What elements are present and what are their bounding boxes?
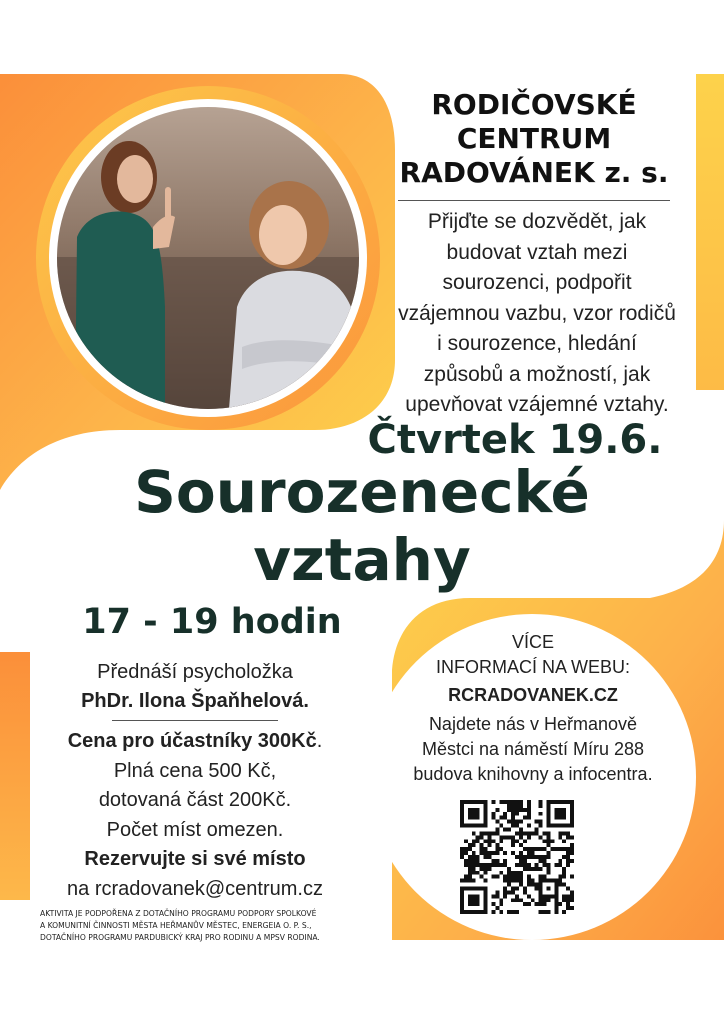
organization-title (380, 88, 688, 190)
event-date: Čtvrtek 19.6. (367, 417, 663, 463)
participant-price-line (40, 727, 350, 757)
participant-price: Cena pro účastníky 300Kč (67, 730, 317, 752)
address-line-3: budova knihovny a infocentra. (413, 764, 653, 784)
organization-title-line-3: RADOVÁNEK z. s. (399, 156, 669, 189)
footer-sponsors (40, 908, 410, 944)
subsidized-part: dotovaná část 200Kč. (98, 789, 292, 811)
intro-line-6: způsobů a možností, jak (423, 362, 651, 386)
capacity-note: Počet míst omezen. (106, 818, 284, 841)
reservation-heading: Rezervujte si své místo (84, 848, 306, 870)
lecturer-block (50, 658, 340, 716)
reservation-email[interactable]: na rcradovanek@centrum.cz (67, 877, 323, 900)
intro-line-3: sourozenci, podpořit (442, 271, 632, 294)
event-title-line-1: Sourozenecké (134, 458, 590, 526)
intro-line-1: Přijďte se dozvědět, jak (427, 210, 647, 233)
event-time: 17 - 19 hodin (82, 602, 342, 642)
qr-code-icon[interactable] (460, 800, 574, 914)
title-divider (398, 200, 670, 201)
intro-line-4: vzájemnou vazbu, vzor rodičů (398, 301, 676, 325)
info-block (378, 630, 688, 787)
full-price: Plná cena 500 Kč, (113, 759, 277, 782)
event-title-line-2: vztahy (253, 526, 471, 594)
right-bar-shape (696, 74, 724, 390)
intro-line-2: budovat vztah mezi (446, 240, 628, 264)
website-link[interactable]: RCRADOVANEK.CZ (448, 685, 618, 705)
lecturer-name: PhDr. Ilona Špaňhelová. (81, 690, 309, 712)
lecturer-role: Přednáší psycholožka (97, 661, 293, 683)
more-info-line-2: INFORMACÍ NA WEBU: (435, 657, 630, 677)
footer-line-1: AKTIVITA JE PODPOŘENA Z DOTAČNÍHO PROGRAMU PODPORY SPOLKOVÉ (40, 909, 317, 918)
footer-line-2: A KOMUNITNÍ ČINNOSTI MĚSTA HEŘMANŮV MĚSTEC, ENERGEIA O. P. S., (40, 921, 312, 930)
photo-frame (49, 99, 367, 417)
footer-line-3: DOTAČNÍHO PROGRAMU PARDUBICKÝ KRAJ PRO RODINU A MPSV RODINA. (40, 933, 320, 942)
organization-title-line-1: RODIČOVSKÉ (431, 88, 637, 121)
event-title (60, 458, 664, 594)
address-line-2: Městci na náměstí Míru 288 (421, 739, 645, 759)
lecturer-divider (112, 720, 278, 721)
pricing-block (40, 727, 350, 904)
photo-two-girls (57, 107, 359, 409)
left-bar-shape (0, 652, 30, 900)
address-line-1: Najdete nás v Heřmanově (428, 714, 638, 734)
organization-title-line-2: CENTRUM (456, 122, 612, 155)
intro-text (378, 207, 696, 421)
participant-price-dot: . (316, 730, 323, 752)
more-info-line-1: VÍCE (511, 632, 554, 652)
intro-line-7: upevňovat vzájemné vztahy. (405, 393, 669, 416)
intro-line-5: i sourozence, hledání (437, 332, 637, 355)
